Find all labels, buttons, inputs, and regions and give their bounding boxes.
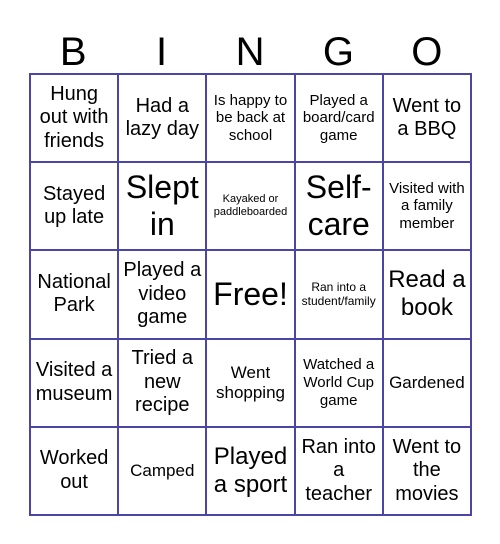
cell-text: Ran into a student/family (301, 280, 376, 309)
cell-text: Watched a World Cup game (303, 356, 375, 409)
cell-text: Stayed up late (42, 182, 106, 229)
cell-text: Visited with a family member (389, 179, 465, 233)
bingo-header (29, 28, 471, 76)
bingo-cell[interactable] (30, 339, 118, 427)
cell-text: Played a sport (213, 442, 288, 498)
bingo-cell[interactable] (295, 74, 383, 162)
cell-text: Tried a new recipe (131, 347, 194, 417)
bingo-cell[interactable] (30, 162, 118, 250)
bingo-cell[interactable] (30, 250, 118, 338)
bingo-cell[interactable] (118, 427, 206, 515)
free-space-text: Free! (213, 275, 288, 312)
header-letter-i: I (156, 30, 168, 74)
cell-text: Played a video game (123, 259, 202, 329)
cell-text: Visited a museum (35, 359, 113, 405)
bingo-cell[interactable] (206, 427, 294, 515)
cell-text: Self-care (305, 168, 372, 243)
cell-text: Camped (130, 460, 195, 480)
bingo-cell[interactable] (206, 74, 294, 162)
bingo-grid (29, 73, 472, 516)
bingo-cell[interactable] (295, 339, 383, 427)
cell-text: Had a lazy day (125, 94, 199, 141)
cell-text: Read a book (388, 266, 466, 322)
bingo-cell[interactable] (383, 162, 471, 250)
bingo-cell[interactable] (383, 339, 471, 427)
bingo-cell[interactable] (30, 74, 118, 162)
bingo-cell[interactable] (118, 250, 206, 338)
header-letter-n: N (235, 30, 265, 74)
cell-text: Went shopping (215, 362, 285, 402)
header-letter-b: B (59, 30, 87, 74)
cell-text: Ran into a teacher (301, 435, 376, 505)
bingo-cell[interactable] (206, 339, 294, 427)
bingo-cell[interactable] (383, 74, 471, 162)
bingo-cell[interactable] (118, 339, 206, 427)
bingo-cell-free[interactable] (206, 250, 294, 338)
cell-text: Kayaked or paddleboarded (213, 193, 288, 219)
bingo-cell[interactable] (383, 427, 471, 515)
cell-text: Slept in (125, 168, 199, 243)
cell-text: Went to a BBQ (392, 94, 462, 141)
header-letter-g: G (322, 30, 354, 74)
bingo-cell[interactable] (206, 162, 294, 250)
cell-text: Gardened (389, 372, 465, 392)
cell-text: Hung out with friends (39, 82, 109, 152)
bingo-cell[interactable] (30, 427, 118, 515)
cell-text: Worked out (39, 447, 109, 493)
cell-text: National Park (37, 270, 111, 317)
cell-text: Played a board/card game (302, 91, 375, 144)
bingo-cell[interactable] (295, 427, 383, 515)
bingo-cell[interactable] (295, 162, 383, 250)
bingo-cell[interactable] (383, 250, 471, 338)
bingo-cell[interactable] (295, 250, 383, 338)
header-letter-o: O (411, 30, 443, 74)
cell-text: Is happy to be back at school (213, 91, 288, 144)
cell-text: Went to the movies (392, 435, 462, 505)
bingo-cell[interactable] (118, 74, 206, 162)
bingo-cell[interactable] (118, 162, 206, 250)
